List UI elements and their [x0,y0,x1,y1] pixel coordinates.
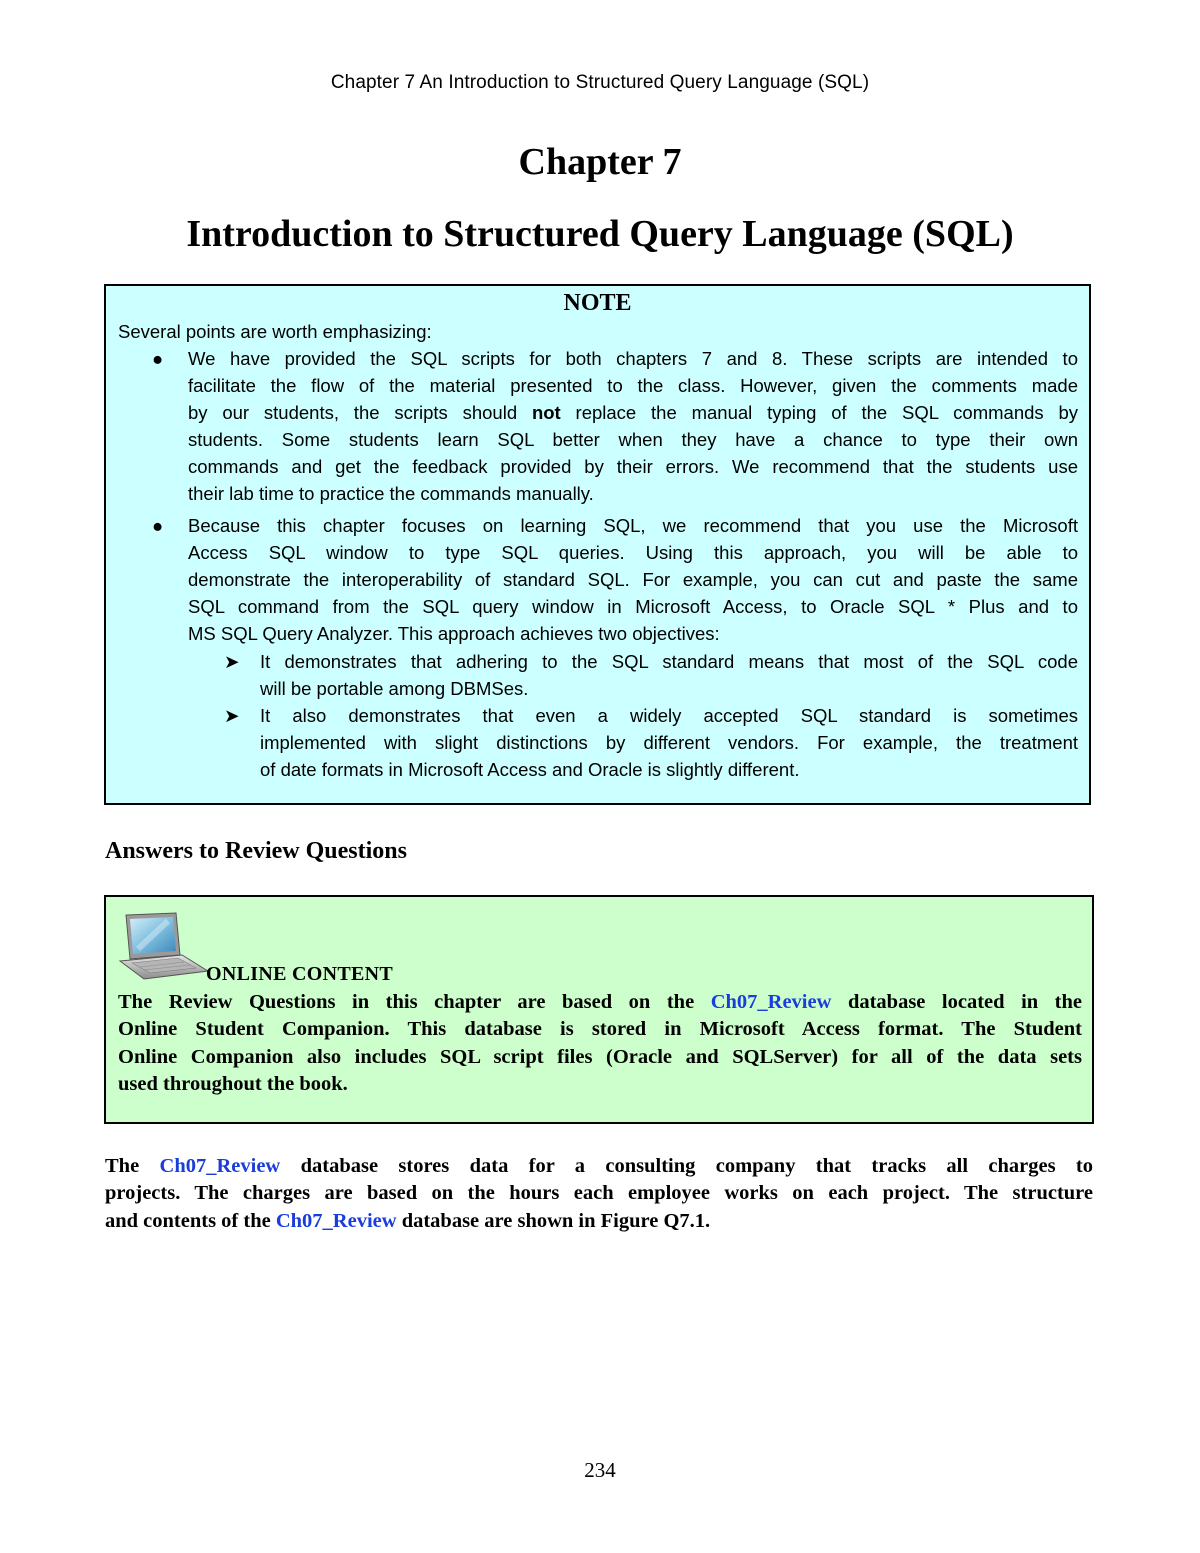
text-line: Access SQL window to type SQL queries. Using this approach, you will be able to [188,542,1078,563]
text-line: MS SQL Query Analyzer. This approach achieves two objectives: [188,623,720,644]
text-line: It demonstrates that adhering to the SQL standard means that most of the SQL code [260,651,1078,672]
note-sub-bullet-2-text [260,702,1078,783]
text-run: database are shown in Figure Q7.1. [401,1209,711,1232]
ch07-review-link[interactable]: Ch07_Review [710,991,832,1013]
ch07-review-link[interactable]: Ch07_Review [275,1209,397,1232]
note-intro: Several points are worth emphasizing: [118,321,432,342]
text-line: Online Student Companion. This database is stored in Microsoft Access format. The Student [118,1018,1082,1041]
online-content-heading: ONLINE CONTENT [206,963,394,985]
bullet-dot-icon: ● [152,515,164,536]
text-run: and contents of the [105,1209,271,1232]
arrow-bullet-icon: ➤ [224,705,240,726]
chapter-title: Introduction to Structured Query Language (SQL) [186,213,1014,255]
text-line: It also demonstrates that even a widely accepted SQL standard is sometimes [260,705,1078,726]
laptop-icon [118,911,210,981]
ch07-review-link[interactable]: Ch07_Review [159,1155,281,1177]
text-line: Because this chapter focuses on learning SQL, we recommend that you use the Microsoft [188,515,1078,536]
section-heading: Answers to Review Questions [105,838,407,864]
text-line: students. Some students learn SQL better when they have a chance to type their own [188,429,1078,450]
bullet-dot-icon: ● [152,348,164,369]
text-run: The Review Questions in this chapter are based on the [118,991,695,1013]
note-heading: NOTE [563,290,632,316]
note-box [104,284,1091,805]
text-line [105,1153,1093,1180]
text-line: used throughout the book. [118,1072,348,1095]
text-run: The [105,1155,140,1177]
online-content-text [118,989,1082,1098]
text-line: facilitate the flow of the material presented to the class. However, given the comments made [188,375,1078,396]
text-line: demonstrate the interoperability of standard SQL. For example, you can cut and paste the same [188,569,1078,590]
text-line: implemented with slight distinctions by different vendors. For example, the treatment [260,732,1078,753]
note-bullet-2-text [188,512,1078,647]
page-number: 234 [584,1458,616,1482]
text-line: will be portable among DBMSes. [260,678,529,699]
text-run: replace the manual typing of the SQL commands by [575,402,1079,423]
chapter-number: Chapter 7 [518,141,682,183]
body-paragraph [105,1153,1093,1235]
text-run: database located in the [847,991,1083,1013]
text-line: commands and get the feedback provided by their errors. We recommend that the students use [188,456,1078,477]
text-line: SQL command from the SQL query window in Microsoft Access, to Oracle SQL * Plus and to [188,596,1078,617]
arrow-bullet-icon: ➤ [224,651,240,672]
note-sub-bullet-1-text [260,648,1078,702]
running-header: Chapter 7 An Introduction to Structured Query Language (SQL) [330,72,870,93]
text-line: We have provided the SQL scripts for both chapters 7 and 8. These scripts are intended to [188,348,1078,369]
text-run: by our students, the scripts should [188,402,518,423]
text-line: of date formats in Microsoft Access and Oracle is slightly different. [260,759,800,780]
text-line: their lab time to practice the commands manually. [188,483,594,504]
text-line [118,989,1082,1016]
text-line [105,1208,1093,1235]
text-run: database stores data for a consulting company that tracks all charges to [300,1155,1093,1177]
emphasis-not: not [531,402,561,423]
note-bullet-1-text [188,345,1078,507]
text-line: projects. The charges are based on the hours each employee works on each project. The structure [105,1182,1093,1205]
online-content-box [104,895,1094,1124]
text-line: Online Companion also includes SQL script files (Oracle and SQLServer) for all of the data sets [118,1045,1082,1068]
text-line [188,399,1078,426]
